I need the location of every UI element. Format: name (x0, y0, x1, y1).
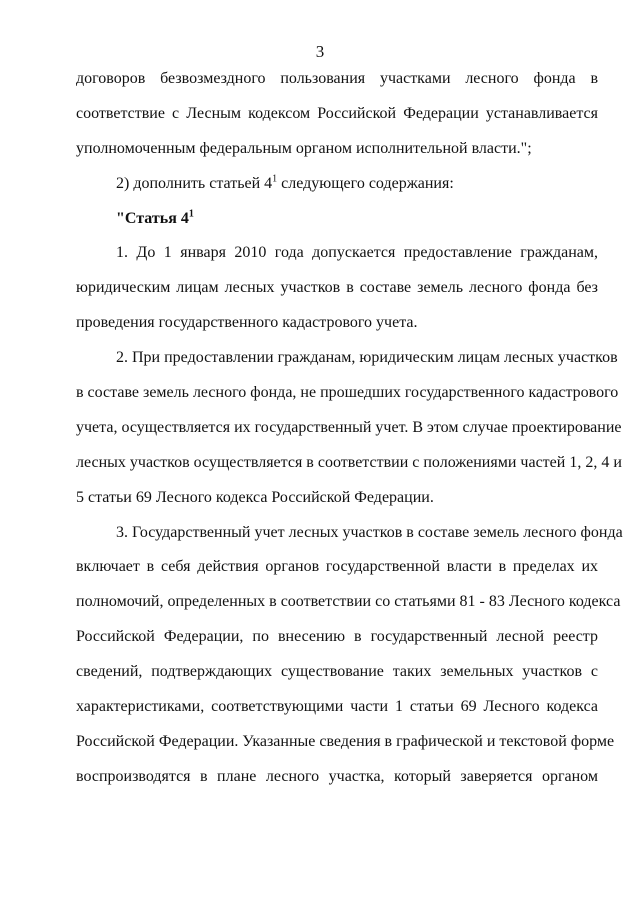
article-heading (76, 202, 598, 237)
text-line-17: Российской Федерации, по внесению в государственный лесной реестр (76, 628, 598, 646)
superscript-1: 1 (272, 173, 278, 185)
text-line-20: Российской Федерации. Указанные сведения в графической и текстовой форме (76, 732, 615, 750)
text-line-10: в составе земель лесного фонда, не прошедших государственного кадастрового (76, 384, 619, 402)
text-line-15: включает в себя действия органов государственной власти в пределах их (76, 558, 598, 576)
document-body (76, 62, 623, 795)
text-line-16: полномочий, определенных в соответствии со статьями 81 - 83 Лесного кодекса (76, 593, 621, 611)
text-line-4-main: 2) дополнить статьей 4 (116, 174, 273, 192)
text-line-7: юридическим лицам лесных участков в составе земель лесного фонда без (76, 279, 598, 297)
text-line-13: 5 статьи 69 Лесного кодекса Российской Федерации. (76, 488, 434, 506)
text-line-19: характеристиками, соответствующими части 1 статьи 69 Лесного кодекса (76, 698, 598, 716)
page-number: 3 (315, 42, 325, 61)
text-line-6: 1. До 1 января 2010 года допускается предоставление гражданам, (116, 244, 598, 262)
text-line-2: соответствие с Лесным кодексом Российской Федерации устанавливается (76, 104, 598, 122)
text-line-1: договоров безвозмездного пользования участками лесного фонда в (76, 70, 598, 87)
text-line-14: 3. Государственный учет лесных участков в составе земель лесного фонда (116, 523, 623, 541)
text-line-18: сведений, подтверждающих существование таких земельных участков с (76, 663, 598, 681)
text-line-3: уполномоченным федеральным органом исполнительной власти."; (76, 139, 532, 157)
text-line-4-tail: следующего содержания: (277, 174, 454, 192)
text-line-8: проведения государственного кадастрового учета. (76, 314, 418, 332)
article-heading-text: "Статья 4 (116, 209, 189, 227)
article-heading-superscript: 1 (188, 208, 194, 220)
text-line-4 (76, 167, 598, 202)
text-line-21: воспроизводятся в плане лесного участка, который заверяется органом (76, 767, 598, 785)
text-line-11: учета, осуществляется их государственный учет. В этом случае проектирование (76, 418, 622, 436)
text-line-12: лесных участков осуществляется в соответствии с положениями частей 1, 2, 4 и (76, 453, 622, 471)
text-line-9: 2. При предоставлении гражданам, юридическим лицам лесных участков (116, 349, 618, 367)
